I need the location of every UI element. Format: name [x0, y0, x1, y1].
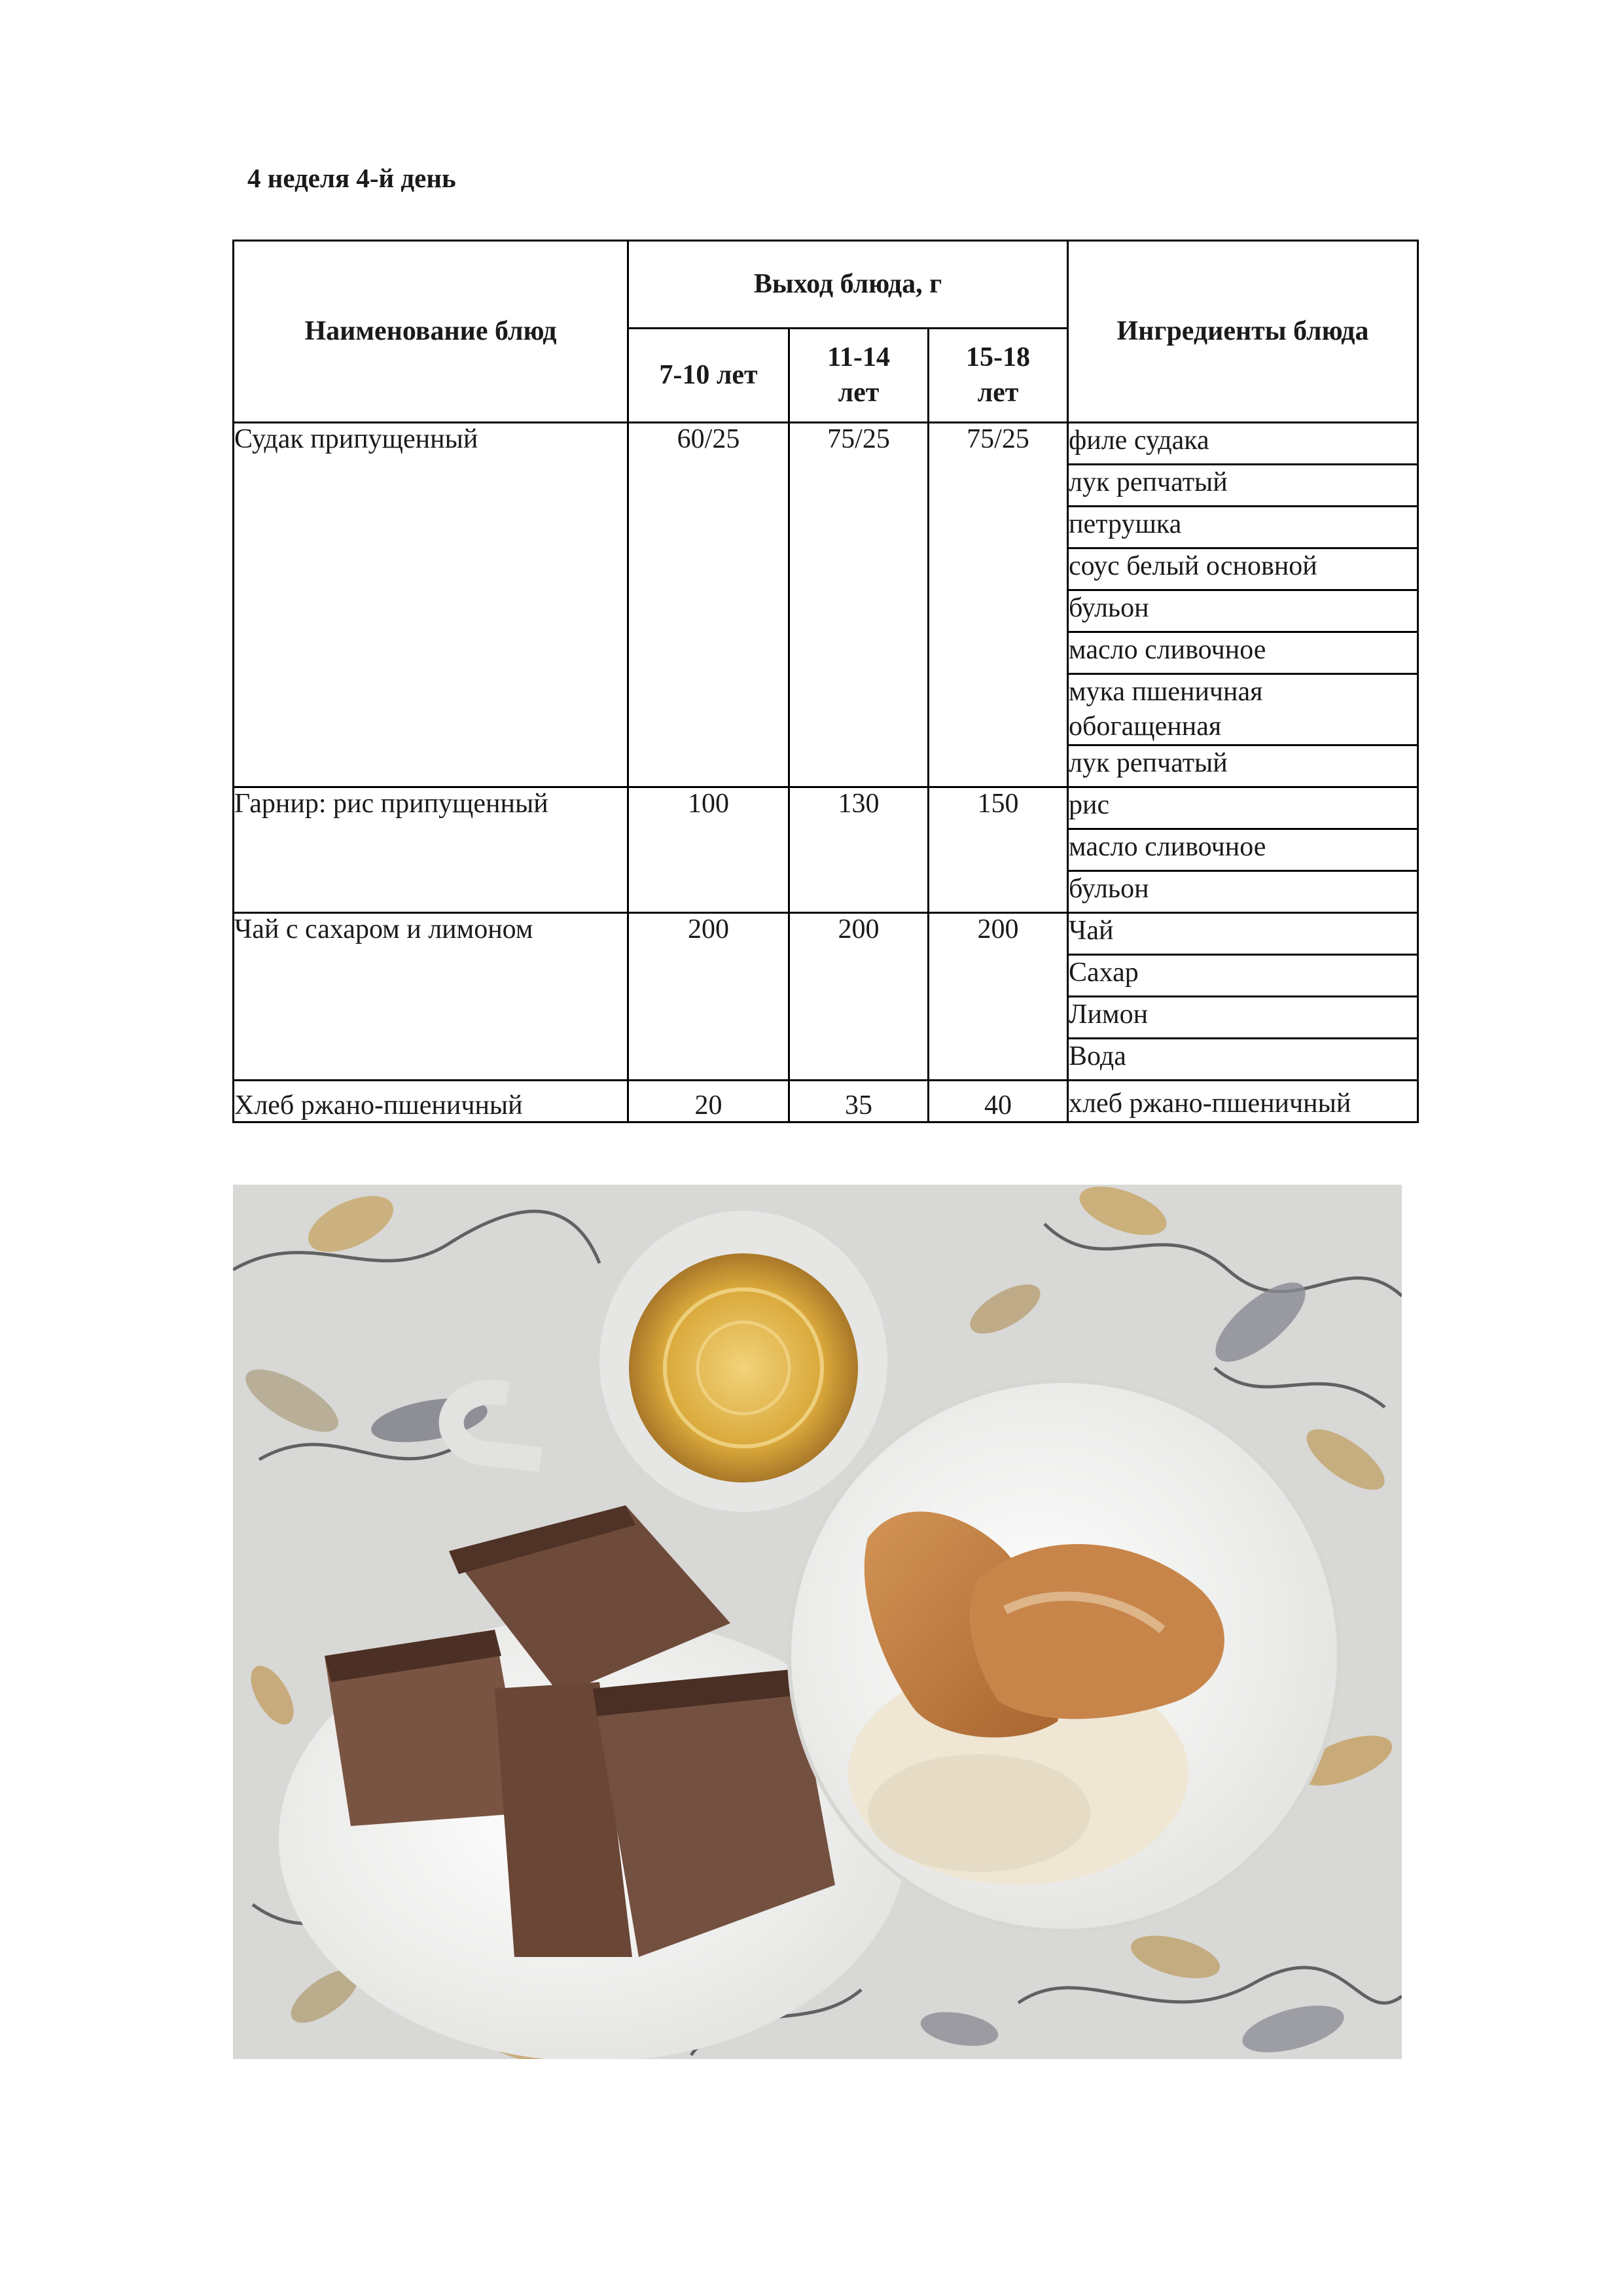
yield-15-18: 150	[929, 787, 1068, 912]
yield-11-14: 130	[789, 787, 929, 912]
ingredient: Сахар	[1068, 954, 1418, 996]
dish-name: Гарнир: рис припущенный	[234, 787, 628, 912]
ingredient: петрушка	[1068, 507, 1418, 548]
ingredient: мука пшеничная обогащенная	[1068, 674, 1418, 745]
ingredient: Вода	[1068, 1038, 1418, 1080]
ingredient: лук репчатый	[1068, 745, 1418, 787]
header-ingredients: Ингредиенты блюда	[1068, 241, 1418, 423]
dish-name: Хлеб ржано-пшеничный	[234, 1080, 628, 1122]
ingredient: Лимон	[1068, 996, 1418, 1038]
dish-name: Судак припущенный	[234, 423, 628, 787]
ingredient: хлеб ржано-пшеничный	[1068, 1080, 1418, 1122]
header-age-7-10: 7-10 лет	[628, 329, 789, 423]
header-age-15-18: 15-18 лет	[929, 329, 1068, 423]
header-yield: Выход блюда, г	[628, 241, 1068, 329]
header-dish-name: Наименование блюд	[234, 241, 628, 423]
page-title: 4 неделя 4-й день	[247, 163, 456, 193]
yield-7-10: 60/25	[628, 423, 789, 787]
yield-15-18: 75/25	[929, 423, 1068, 787]
ingredient: Чай	[1068, 912, 1418, 954]
fish-rice-bowl	[789, 1381, 1339, 1931]
meal-photo	[233, 1185, 1402, 2059]
ingredient: лук репчатый	[1068, 465, 1418, 507]
ingredient: рис	[1068, 787, 1418, 829]
menu-table	[232, 240, 1419, 1123]
ingredient: масло сливочное	[1068, 632, 1418, 674]
header-age-11-14: 11-14 лет	[789, 329, 929, 423]
ingredient: бульон	[1068, 870, 1418, 912]
yield-15-18: 200	[929, 912, 1068, 1080]
ingredient: бульон	[1068, 590, 1418, 632]
ingredient: соус белый основной	[1068, 548, 1418, 590]
yield-15-18: 40	[929, 1080, 1068, 1122]
yield-7-10: 100	[628, 787, 789, 912]
yield-7-10: 200	[628, 912, 789, 1080]
ingredient: филе судака	[1068, 423, 1418, 465]
yield-11-14: 75/25	[789, 423, 929, 787]
dish-name: Чай с сахаром и лимоном	[234, 912, 628, 1080]
yield-11-14: 35	[789, 1080, 929, 1122]
ingredient: масло сливочное	[1068, 829, 1418, 870]
yield-7-10: 20	[628, 1080, 789, 1122]
yield-11-14: 200	[789, 912, 929, 1080]
